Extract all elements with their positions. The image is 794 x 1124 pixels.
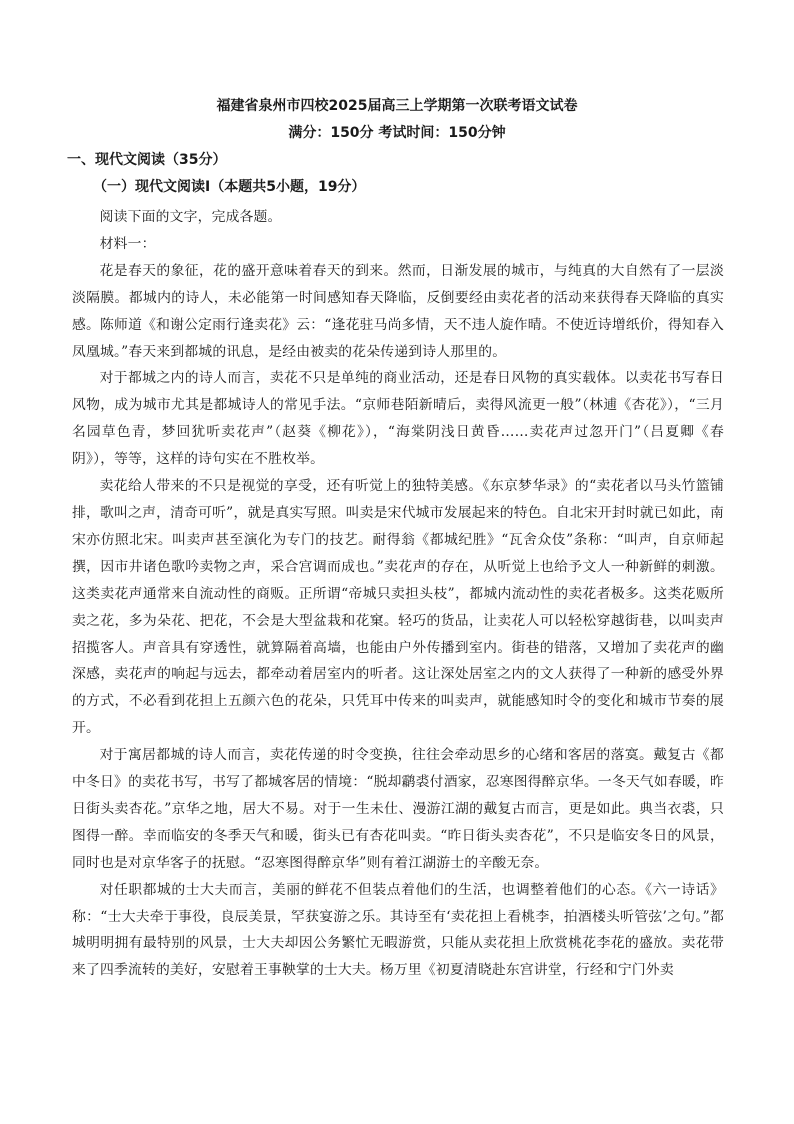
instruction-text: 阅读下面的文字，完成各题。 bbox=[99, 209, 282, 225]
paragraph-2: 对于都城之内的诗人而言，卖花不只是单纯的商业活动，还是春日风物的真实载体。以卖花书写春日风物，成为城市尤其是都城诗人的常见手法。“京师巷陌新晴后，卖得风流更一般”（林逋《杏花》），“三月名园草色青，梦回犹听卖花声”（赵葵《柳花》），“海棠阴浅日黄昏……卖花声过忽开门”（吕夏卿《春阴》），等等，这样的诗句实在不胜枚举。 bbox=[72, 370, 724, 468]
paragraph-1: 花是春天的象征，花的盛开意味着春天的到来。然而，日渐发展的城市，与纯真的大自然有了一层淡淡隔膜。都城内的诗人，未必能第一时间感知春天降临，反倒要经由卖花者的活动来获得春天降临的真实感。陈师道《和谢公定雨行逢卖花》云：“逢花驻马尚多情，天不违人旋作晴。不使近诗增纸价，得知春入凤凰城。”春天来到都城的讯息，是经由被卖的花朵传递到诗人那里的。 bbox=[72, 262, 724, 360]
subsection-heading: （一）现代文阅读Ⅰ（本题共5小题，19分） bbox=[93, 179, 366, 195]
material-label: 材料一： bbox=[99, 235, 156, 252]
section-heading: 一、现代文阅读（35分） bbox=[67, 152, 227, 168]
exam-meta: 满分：150分 考试时间：150分钟 bbox=[288, 125, 506, 141]
exam-title: 福建省泉州市四校2025届高三上学期第一次联考语文试卷 bbox=[216, 98, 578, 114]
paragraph-4: 对于寓居都城的诗人而言，卖花传递的时令变换，往往会牵动思乡的心绪和客居的落寞。戴复古《都中冬日》的卖花书写，书写了都城客居的情境：“脱却鹴裘付酒家，忍寒图得醉京华。一冬天气如春暖，昨日街头卖杏花。”京华之地，居大不易。对于一生未仕、漫游江湖的戴复古而言，更是如此。典当衣裘，只图得一醉。幸而临安的冬季天气和暖，街头已有杏花叫卖。“昨日街头卖杏花”，不只是临安冬日的风景，同时也是对京华客子的抚慰。“忍寒图得醉京华”则有着江湖游士的辛酸无奈。 bbox=[72, 747, 724, 871]
paragraph-3: 卖花给人带来的不只是视觉的享受，还有听觉上的独特美感。《东京梦华录》的“卖花者以马头竹篮铺排，歌叫之声，清奇可听”，就是真实写照。叫卖是宋代城市发展起来的特色。自北宋开封时就已如此，南宋亦仿照北宋。叫卖声甚至演化为专门的技艺。耐得翁《都城纪胜》“瓦舍众伎”条称：“叫声，自京师起撰，因市井诸色歌吟卖物之声，采合宫调而成也。”卖花声的存在，从听觉上也给予文人一种新鲜的刺激。这类卖花声通常来自流动性的商贩。正所谓“帝城只卖担头枝”，都城内流动性的卖花者极多。这类花贩所卖之花，多为朵花、把花，不会是大型盆栽和花窠。轻巧的货品，让卖花人可以轻松穿越街巷，以叫卖声招揽客人。声音具有穿透性，就算隔着高墙，也能由户外传播到室内。街巷的错落，又增加了卖花声的幽深感，卖花声的响起与远去，都牵动着居室内的听者。这让深处居室之内的文人获得了一种新的感受外界的方式，不必看到花担上五颜六色的花朵，只凭耳中传来的叫卖声，就能感知时令的变化和城市节奏的展开。 bbox=[72, 478, 724, 737]
paragraph-5: 对任职都城的士大夫而言，美丽的鲜花不但装点着他们的生活，也调整着他们的心态。《六一诗话》称：“士大夫牵于事役，良辰美景，罕获宴游之乐。其诗至有‘卖花担上看桃李，拍酒楼头听管弦’之句。”都城明明拥有最特别的风景，士大夫却因公务繁忙无暇游赏，只能从卖花担上欣赏桃花李花的盛放。卖花带来了四季流转的美好，安慰着王事鞅掌的士大夫。杨万里《初夏清晓赴东宫讲堂，行经和宁门外卖 bbox=[72, 881, 724, 979]
reading-passage bbox=[72, 204, 724, 984]
